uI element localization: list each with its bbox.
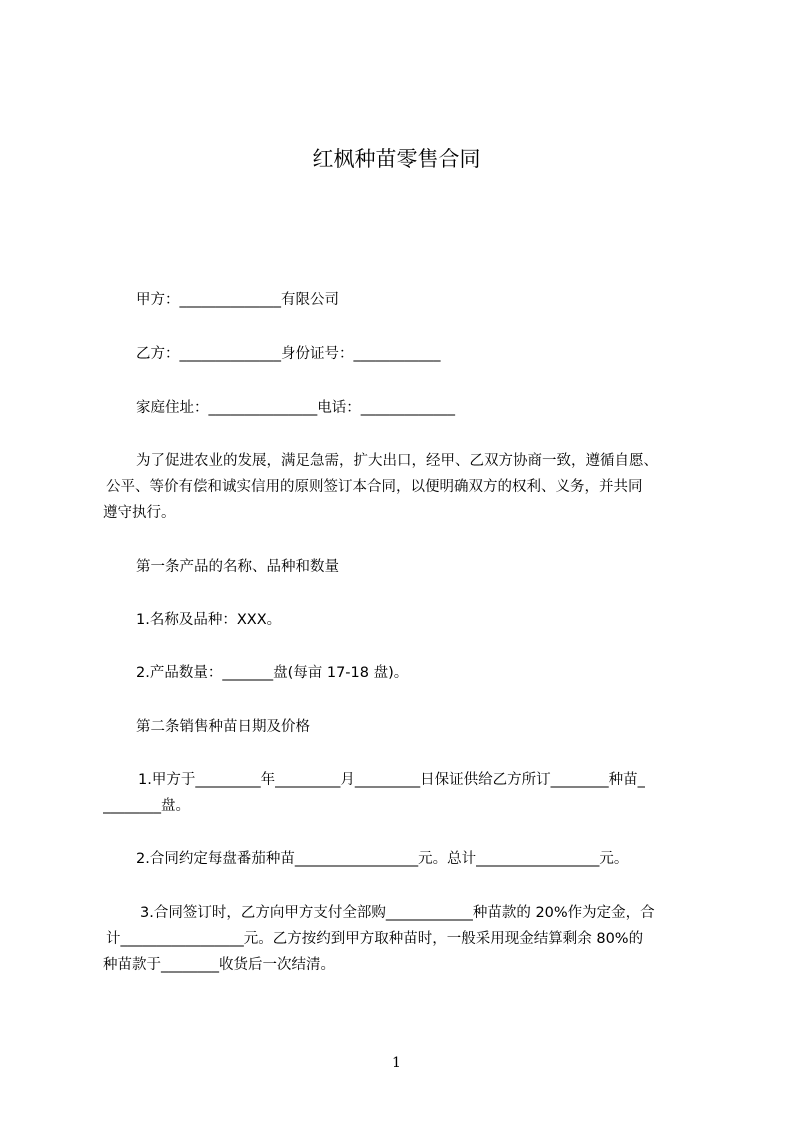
document-title: 红枫种苗零售合同 xyxy=(312,147,481,171)
article-2-item-1 xyxy=(103,767,698,819)
article-1-item-2: 2.产品数量：_______盘(每亩 17-18 盘)。 xyxy=(136,665,409,681)
intro-line-3: 遵守执行。 xyxy=(103,505,176,521)
article-2-item-3 xyxy=(103,900,698,978)
article-2-title: 第二条销售种苗日期及价格 xyxy=(136,719,310,735)
intro-line-1: 为了促进农业的发展，满足急需，扩大出口，经甲、乙双方协商一致，遵循自愿、 xyxy=(136,453,658,469)
address-line: 家庭住址：_______________电话：_____________ xyxy=(136,400,455,416)
intro-line-2: 公平、等价有偿和诚实信用的原则签订本合同，以便明确双方的权利、义务，并共同 xyxy=(106,479,643,495)
party-b-line: 乙方：______________身份证号：____________ xyxy=(136,346,441,362)
article-2-item-2: 2.合同约定每盘番茄种苗_________________元。总计_________________元。 xyxy=(136,851,629,867)
article-2-item-3-line-3: 种苗款于________收货后一次结清。 xyxy=(103,957,335,973)
article-2-item-1-line-2: ________盘。 xyxy=(103,798,190,814)
page-number: 1 xyxy=(392,1055,401,1071)
article-2-item-3-line-2: 计_________________元。乙方按约到甲方取种苗时，一般采用现金结算剩余 80%的 xyxy=(106,931,644,947)
party-a-line: 甲方：______________有限公司 xyxy=(136,292,339,308)
article-2-item-1-line-1: 1.甲方于_________年_________月_________日保证供给乙方所订________种苗_ xyxy=(138,772,645,788)
article-1-title: 第一条产品的名称、品种和数量 xyxy=(136,559,339,575)
intro-paragraph xyxy=(103,448,698,526)
article-1-item-1: 1.名称及品种：XXX。 xyxy=(136,612,282,628)
article-2-item-3-line-1: 3.合同签订时，乙方向甲方支付全部购____________种苗款的 20%作为定金，合 xyxy=(140,905,655,921)
